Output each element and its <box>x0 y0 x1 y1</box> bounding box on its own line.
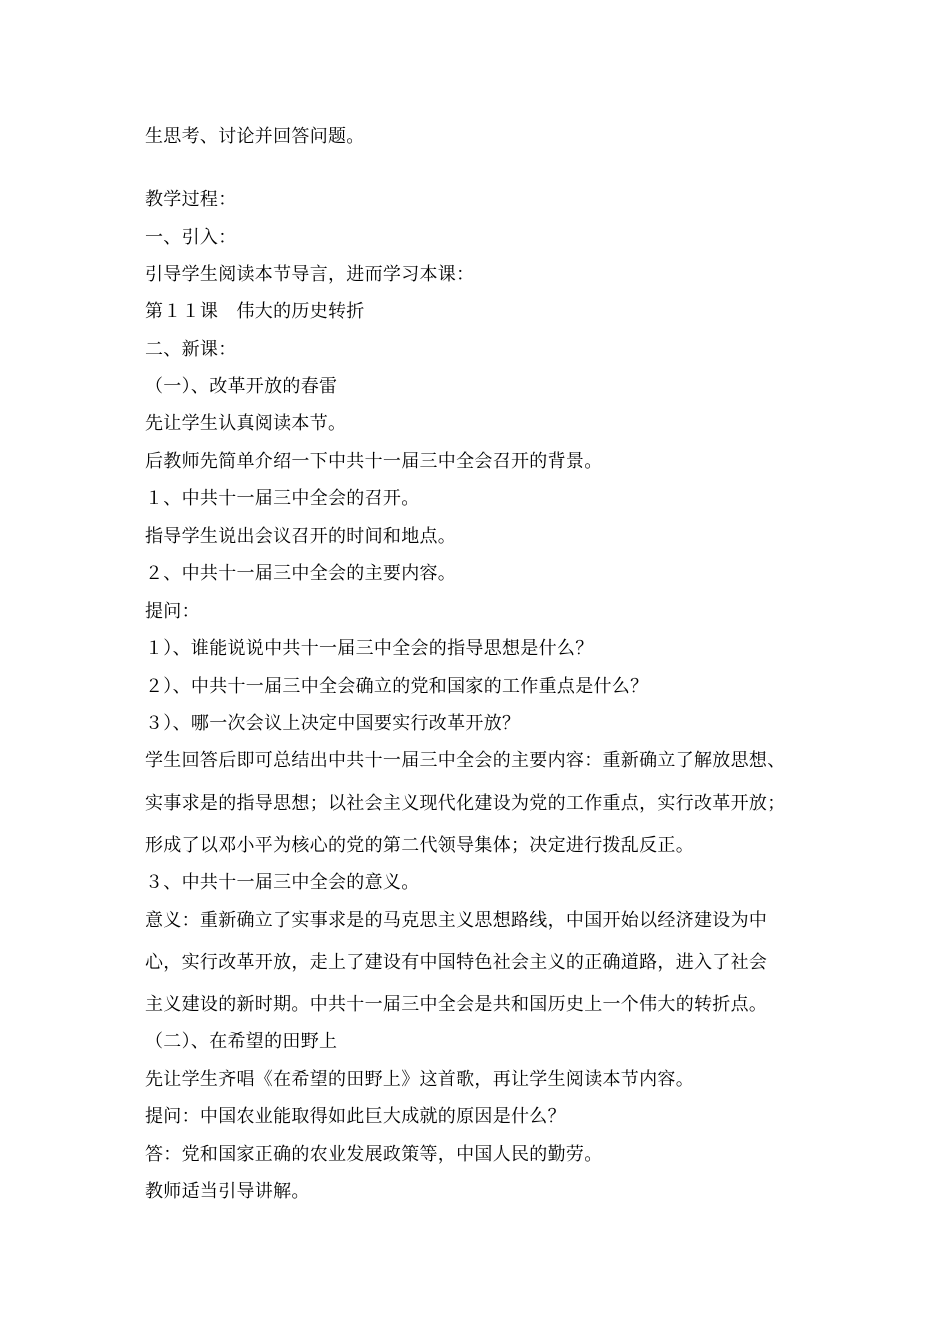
text-line: 形成了以邓小平为核心的党的第二代领导集体；决定进行拨乱反正。 <box>145 835 694 856</box>
text-line: 第１１课 伟大的历史转折 <box>145 301 365 322</box>
text-line: 实事求是的指导思想；以社会主义现代化建设为党的工作重点，实行改革开放； <box>145 793 786 814</box>
text-line: １、中共十一届三中全会的召开。 <box>145 488 420 509</box>
section-heading: （二）、在希望的田野上 <box>145 1031 338 1052</box>
text-line: 主义建设的新时期。中共十一届三中全会是共和国历史上一个伟大的转折点。 <box>145 994 768 1015</box>
text-line: ３）、哪一次会议上决定中国要实行改革开放？ <box>145 713 521 734</box>
text-line: 教师适当引导讲解。 <box>145 1181 310 1202</box>
text-line: ３、中共十一届三中全会的意义。 <box>145 872 420 893</box>
text-line: 生思考、讨论并回答问题。 <box>145 126 365 147</box>
text-line: 提问： <box>145 601 200 622</box>
text-line: 意义：重新确立了实事求是的马克思主义思想路线，中国开始以经济建设为中 <box>145 910 768 931</box>
text-line: 先让学生齐唱《在希望的田野上》这首歌，再让学生阅读本节内容。 <box>145 1069 694 1090</box>
text-line: 后教师先简单介绍一下中共十一届三中全会召开的背景。 <box>145 451 603 472</box>
text-line: 心，实行改革开放，走上了建设有中国特色社会主义的正确道路，进入了社会 <box>145 952 768 973</box>
text-line: ２、中共十一届三中全会的主要内容。 <box>145 563 457 584</box>
text-line: ２）、中共十一届三中全会确立的党和国家的工作重点是什么？ <box>145 676 649 697</box>
text-line: １）、谁能说说中共十一届三中全会的指导思想是什么？ <box>145 638 594 659</box>
section-heading: （一）、改革开放的春雷 <box>145 376 338 397</box>
text-line: 学生回答后即可总结出中共十一届三中全会的主要内容：重新确立了解放思想、 <box>145 750 786 771</box>
text-line: 一、引入： <box>145 227 237 248</box>
text-line: 教学过程： <box>145 189 237 210</box>
text-line: 提问：中国农业能取得如此巨大成就的原因是什么？ <box>145 1106 566 1127</box>
text-line: 答：党和国家正确的农业发展政策等，中国人民的勤劳。 <box>145 1144 603 1165</box>
text-line: 二、新课： <box>145 339 237 360</box>
text-line: 指导学生说出会议召开的时间和地点。 <box>145 526 457 547</box>
text-line: 引导学生阅读本节导言，进而学习本课： <box>145 264 475 285</box>
text-line: 先让学生认真阅读本节。 <box>145 413 347 434</box>
